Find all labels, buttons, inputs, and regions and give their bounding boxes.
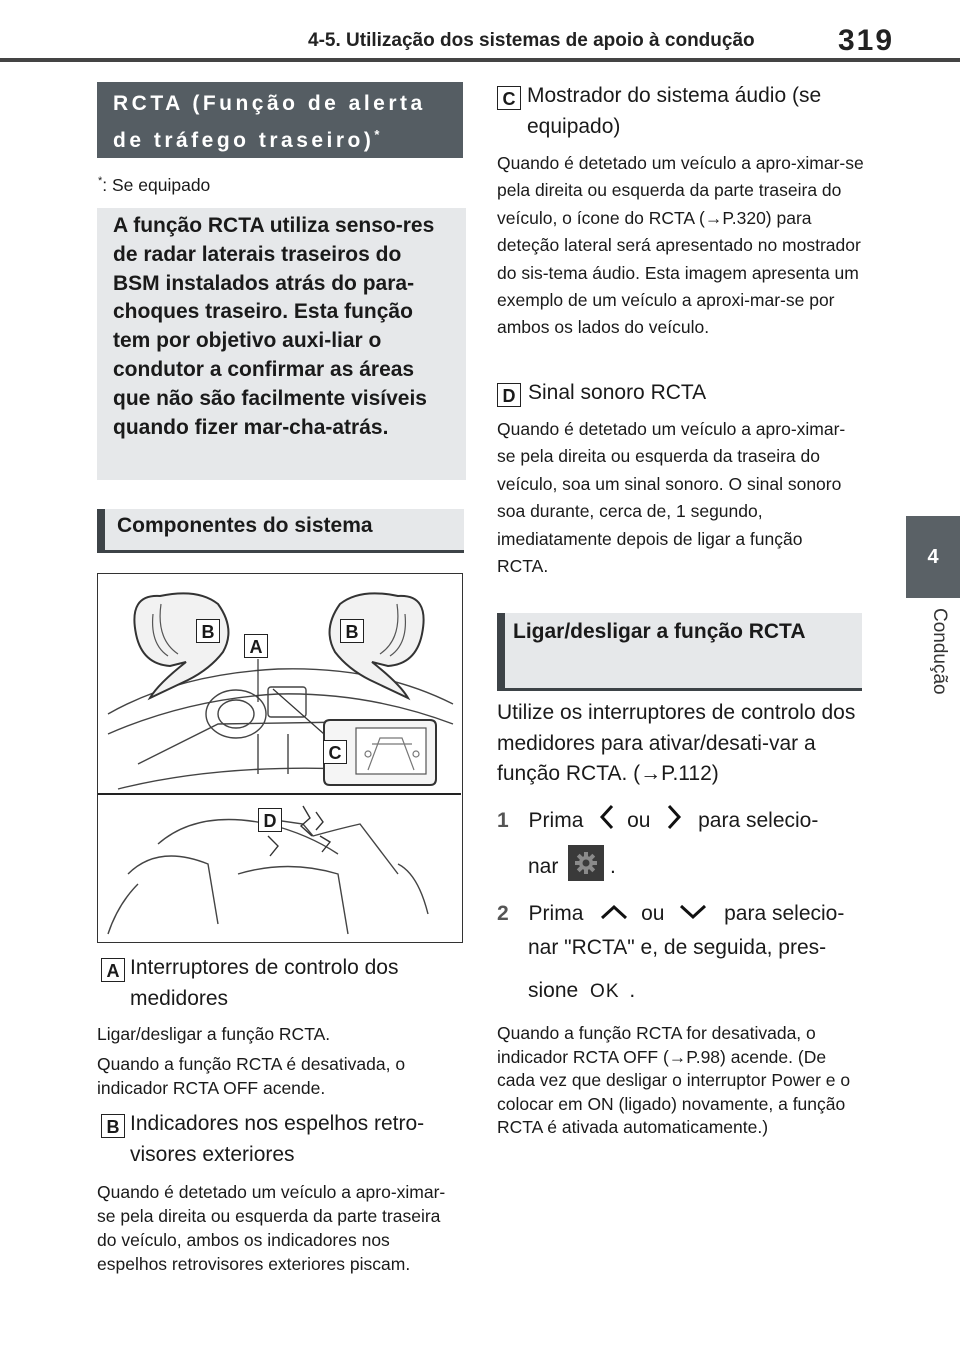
figure-label-b-right: B — [340, 619, 364, 643]
header-rule — [0, 58, 960, 62]
item-a-text-2: Quando a função RCTA é desativada, o indicador RCTA OFF acende. — [97, 1054, 406, 1098]
item-a-tag: A — [101, 958, 125, 982]
step-2-prima: Prima — [528, 902, 584, 925]
item-c-text: Quando é detetado um veículo a apro-ximar-se pela direita ou esquerda da parte traseira do veículo, o ícone do RCTA (→P.320) para deteção lateral será apresentado no mostrador do sis-tema áudio. Esta imagem apresenta um exemplo de um veículo a aproxi-mar-se por ambos os lados do veículo. — [497, 153, 864, 338]
item-a-title: Interruptores de controlo dos medidores — [130, 956, 399, 1010]
item-b-text: Quando é detetado um veículo a apro-ximar-se pela direita ou esquerda da parte traseira do veículo, ambos os indicadores nos espelhos retrovisores exteriores piscam. — [97, 1182, 446, 1274]
item-c-tag: C — [497, 86, 521, 110]
section-title-rcta-text: RCTA (Função de alerta de tráfego traseiro) — [113, 92, 426, 152]
figure-label-a: A — [244, 634, 268, 658]
step-1-or: ou — [627, 809, 651, 833]
system-figure — [97, 573, 463, 943]
step-1-end: . — [610, 855, 616, 879]
item-d-text: Quando é detetado um veículo a apro-ximar-se pela direita ou esquerda da traseira do veículo, soa um sinal sonoro. O sinal sonoro soa durante, cerca de, 1 segundo, imediatamente depois de ligar a função RCTA. — [497, 419, 846, 577]
step-1-line-2 — [528, 845, 868, 890]
chapter-tab-label: Condução — [929, 608, 950, 695]
section-title-toggle — [497, 613, 862, 691]
chevron-left-icon — [599, 804, 615, 839]
system-illustration — [98, 574, 461, 941]
step-2-end: . — [629, 979, 636, 1002]
section-title-rcta — [97, 82, 463, 158]
step-1-number: 1 — [497, 809, 509, 833]
section-title-components — [97, 509, 464, 553]
item-d-title: Sinal sonoro RCTA — [528, 381, 707, 404]
step-2-or: ou — [641, 902, 665, 925]
item-d-tag: D — [497, 383, 521, 407]
step-2-number: 2 — [497, 902, 509, 925]
step-1-prima: Prima — [528, 809, 584, 833]
figure-label-b-left: B — [196, 619, 220, 643]
step-1-select: para selecio- — [698, 809, 819, 833]
step-2-line-3 — [528, 975, 868, 1007]
footnote — [98, 175, 210, 196]
chapter-tab-number: 4 — [927, 546, 939, 568]
step-2-sione: sione — [528, 979, 579, 1002]
item-a-text-1: Ligar/desligar a função RCTA. — [97, 1024, 331, 1044]
item-b-tag: B — [101, 1114, 125, 1138]
chapter-title: 4-5. Utilização dos sistemas de apoio à condução — [308, 30, 755, 51]
step-2-select: para selecio- — [724, 902, 845, 925]
footnote-mark: * — [98, 175, 103, 188]
step-2-line-2: nar "RCTA" e, de seguida, pres- — [528, 936, 827, 959]
footnote-marker: * — [374, 127, 383, 142]
page-number: 319 — [838, 24, 895, 57]
figure-label-d: D — [258, 808, 282, 832]
chevron-right-icon — [666, 804, 682, 839]
toggle-intro: Utilize os interruptores de controlo dos medidores para ativar/desati-var a função RCTA. (→P.112) — [497, 701, 856, 785]
chevron-down-icon — [678, 899, 708, 930]
item-c-title: Mostrador do sistema áudio (se equipado) — [527, 84, 822, 138]
item-b-title: Indicadores nos espelhos retro-visores exteriores — [130, 1112, 425, 1166]
chevron-up-icon — [599, 899, 629, 930]
step-1-line-1 — [497, 804, 867, 839]
step-1-nar: nar — [528, 855, 559, 879]
figure-label-c: C — [323, 740, 347, 764]
section-title-components-text: Componentes do sistema — [117, 514, 373, 537]
section-title-toggle-text: Ligar/desligar a função RCTA — [513, 620, 806, 643]
toggle-note: Quando a função RCTA for desativada, o indicador RCTA OFF (→P.98) acende. (De cada vez que desligar o interruptor Power e o colocar em ON (ligado) novamente, a função RCTA é ativada automaticamente.) — [497, 1023, 851, 1137]
step-2-line-1 — [497, 898, 867, 930]
intro-text: A função RCTA utiliza senso-res de radar laterais traseiros do BSM instalados atrás do para-choques traseiro. Esta função tem por objetivo auxi-liar o condutor a confirmar as áreas que não são facilmente visíveis quando fizer mar-cha-atrás. — [113, 214, 435, 439]
chapter-tab[interactable] — [906, 516, 960, 598]
ok-button-glyph: OK — [590, 981, 620, 1002]
intro-box — [97, 208, 466, 480]
footnote-text: : Se equipado — [102, 175, 211, 195]
settings-gear-icon — [568, 845, 604, 890]
